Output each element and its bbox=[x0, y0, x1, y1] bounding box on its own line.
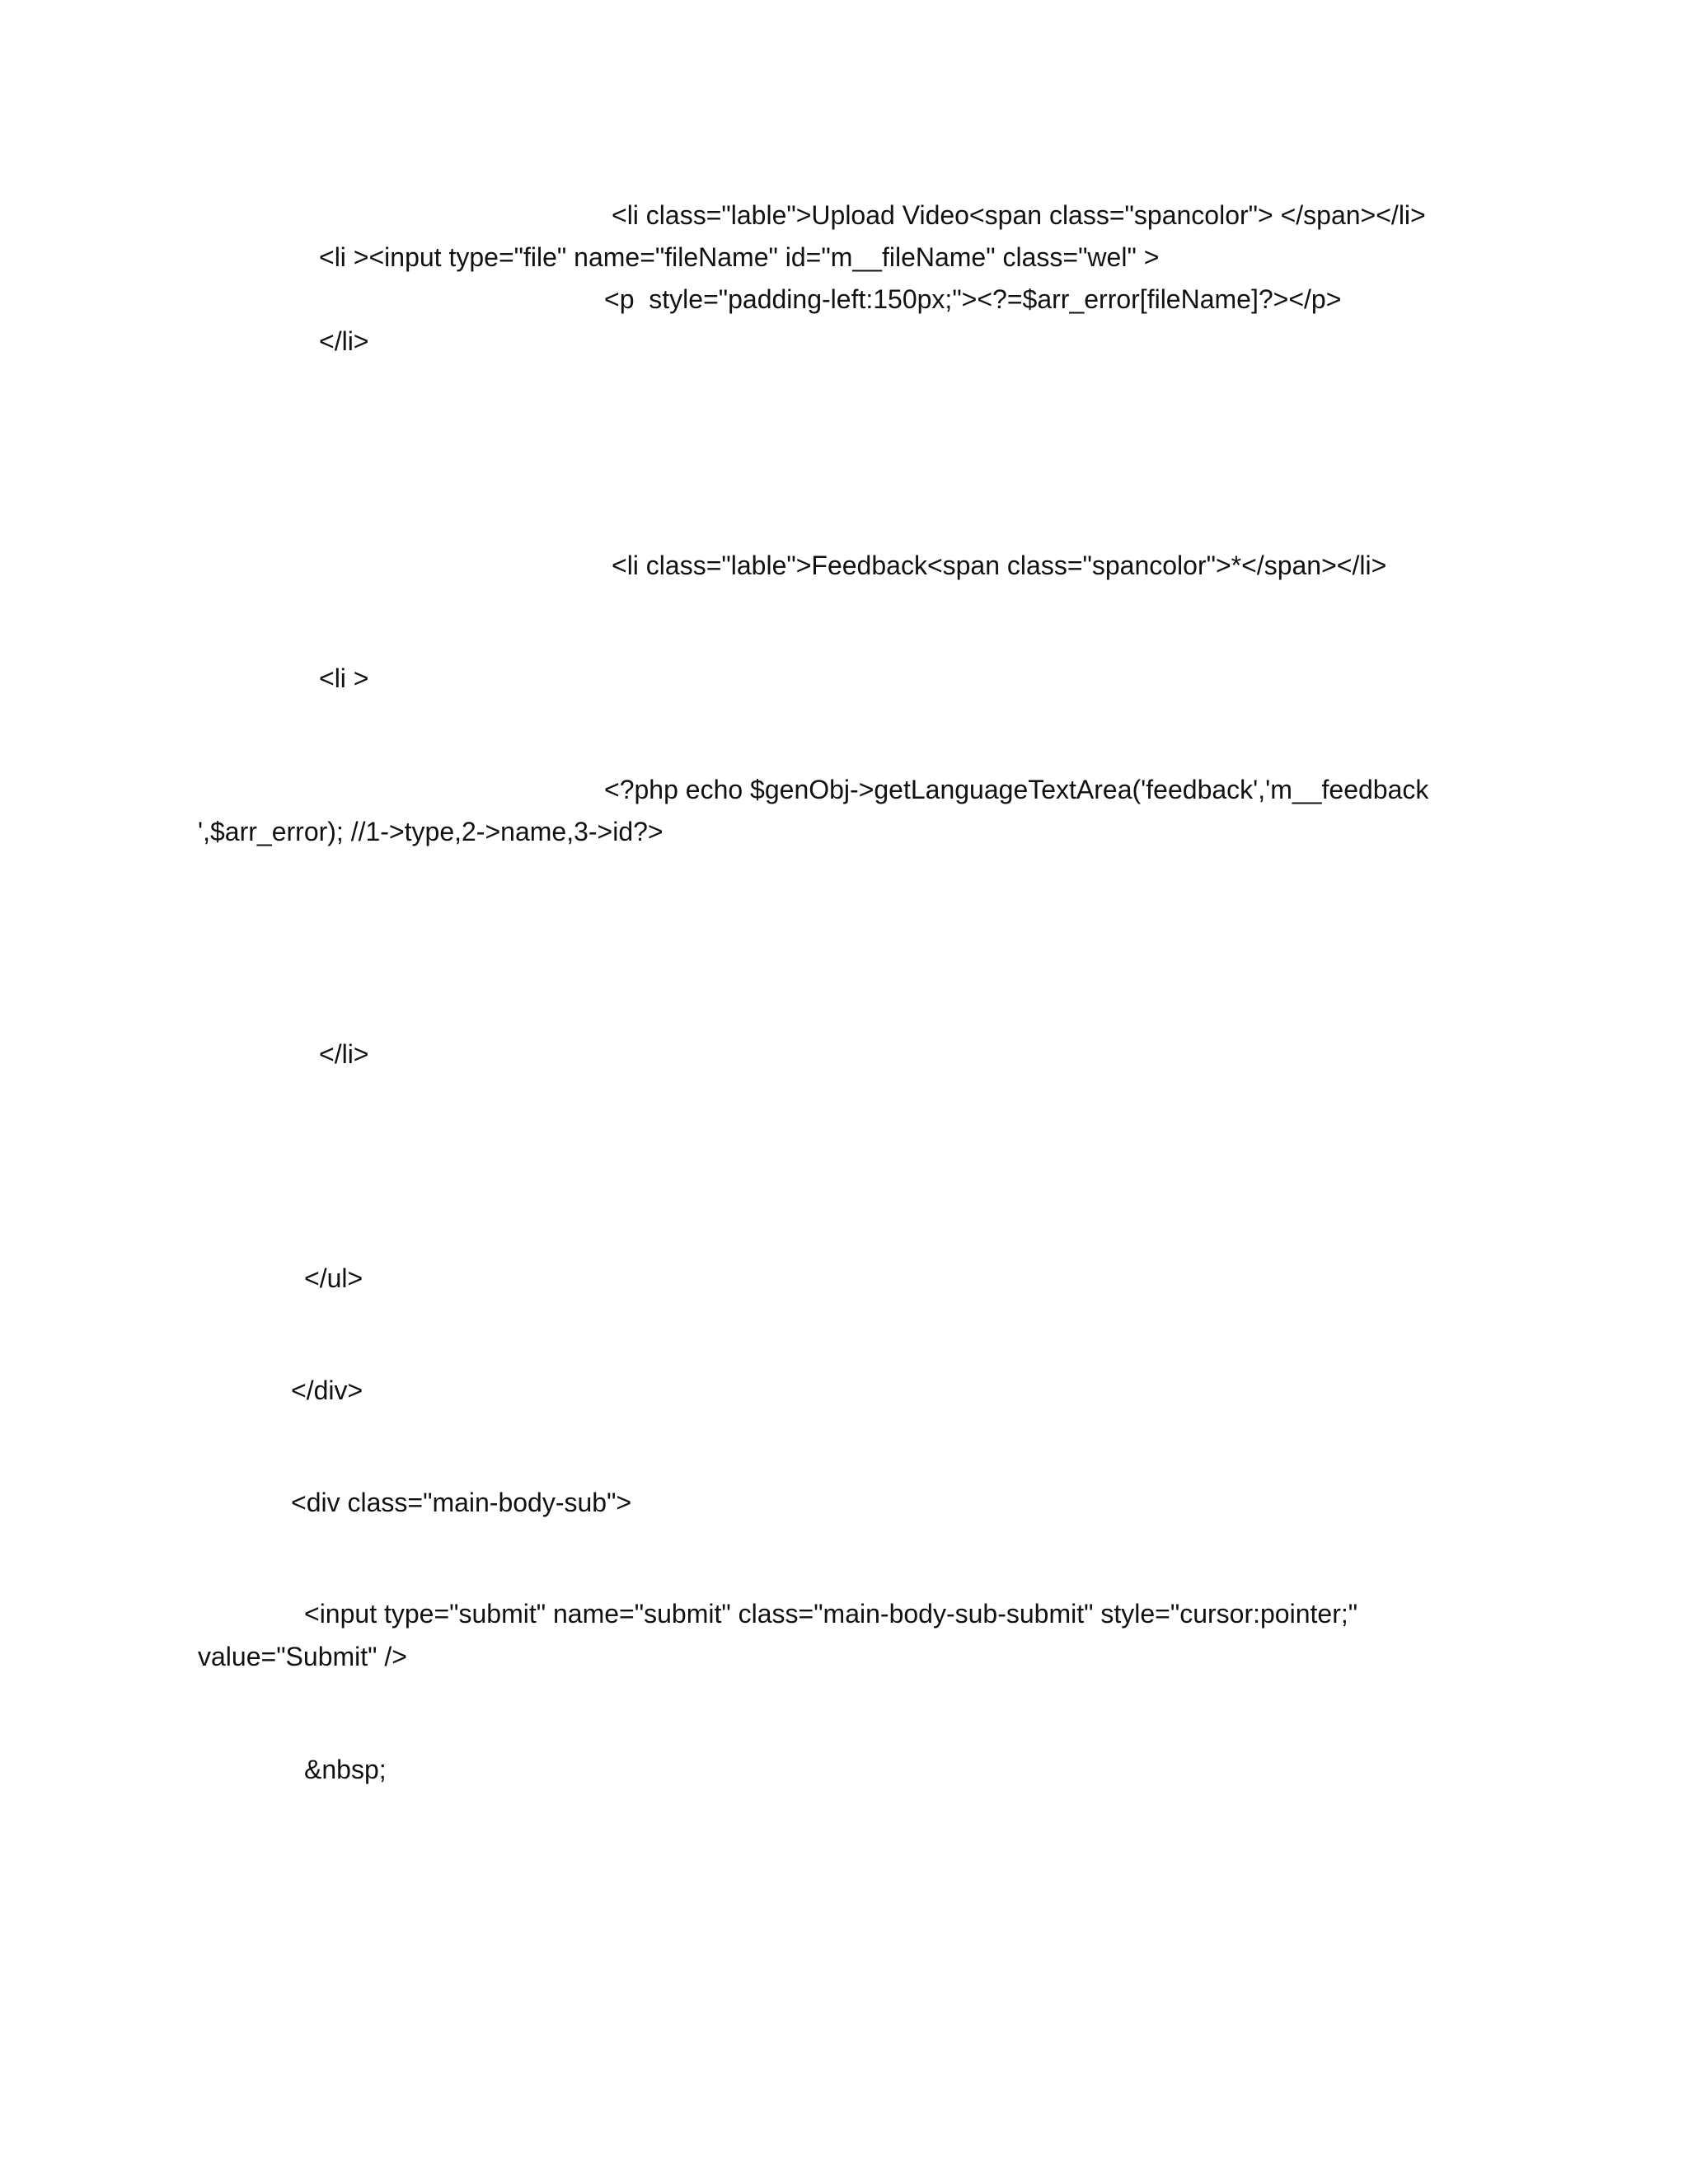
code-line-php-textarea: <?php echo $genObj->getLanguageTextArea('feedback','m__feedback bbox=[604, 775, 1429, 804]
code-line-error-paragraph: <p style="padding-left:150px;"><?=$arr_error[fileName]?></p> bbox=[604, 284, 1342, 314]
code-line-li-open: <li > bbox=[319, 663, 369, 693]
code-line-div-close: </div> bbox=[291, 1376, 363, 1405]
code-line-main-body-sub: <div class="main-body-sub"> bbox=[291, 1488, 632, 1517]
code-line-submit-input: <input type="submit" name="submit" class="main-body-sub-submit" style="cursor:pointer;" bbox=[304, 1599, 1358, 1629]
code-line-feedback-label: <li class="lable">Feedback<span class="spancolor">*</span></li> bbox=[612, 551, 1387, 580]
code-line-ul-close: </ul> bbox=[304, 1263, 363, 1293]
code-line-li-close-2: </li> bbox=[319, 1039, 369, 1069]
code-line-nbsp: &nbsp; bbox=[304, 1755, 387, 1784]
code-line-upload-video-label: <li class="lable">Upload Video<span class="spancolor"> </span></li> bbox=[612, 200, 1426, 230]
code-line-submit-value: value="Submit" /> bbox=[198, 1642, 407, 1671]
code-line-php-textarea-cont: ',$arr_error); //1->type,2->name,3->id?> bbox=[198, 817, 663, 846]
code-line-file-input: <li ><input type="file" name="fileName" id="m__fileName" class="wel" > bbox=[319, 242, 1160, 272]
code-line-li-close: </li> bbox=[319, 326, 369, 356]
